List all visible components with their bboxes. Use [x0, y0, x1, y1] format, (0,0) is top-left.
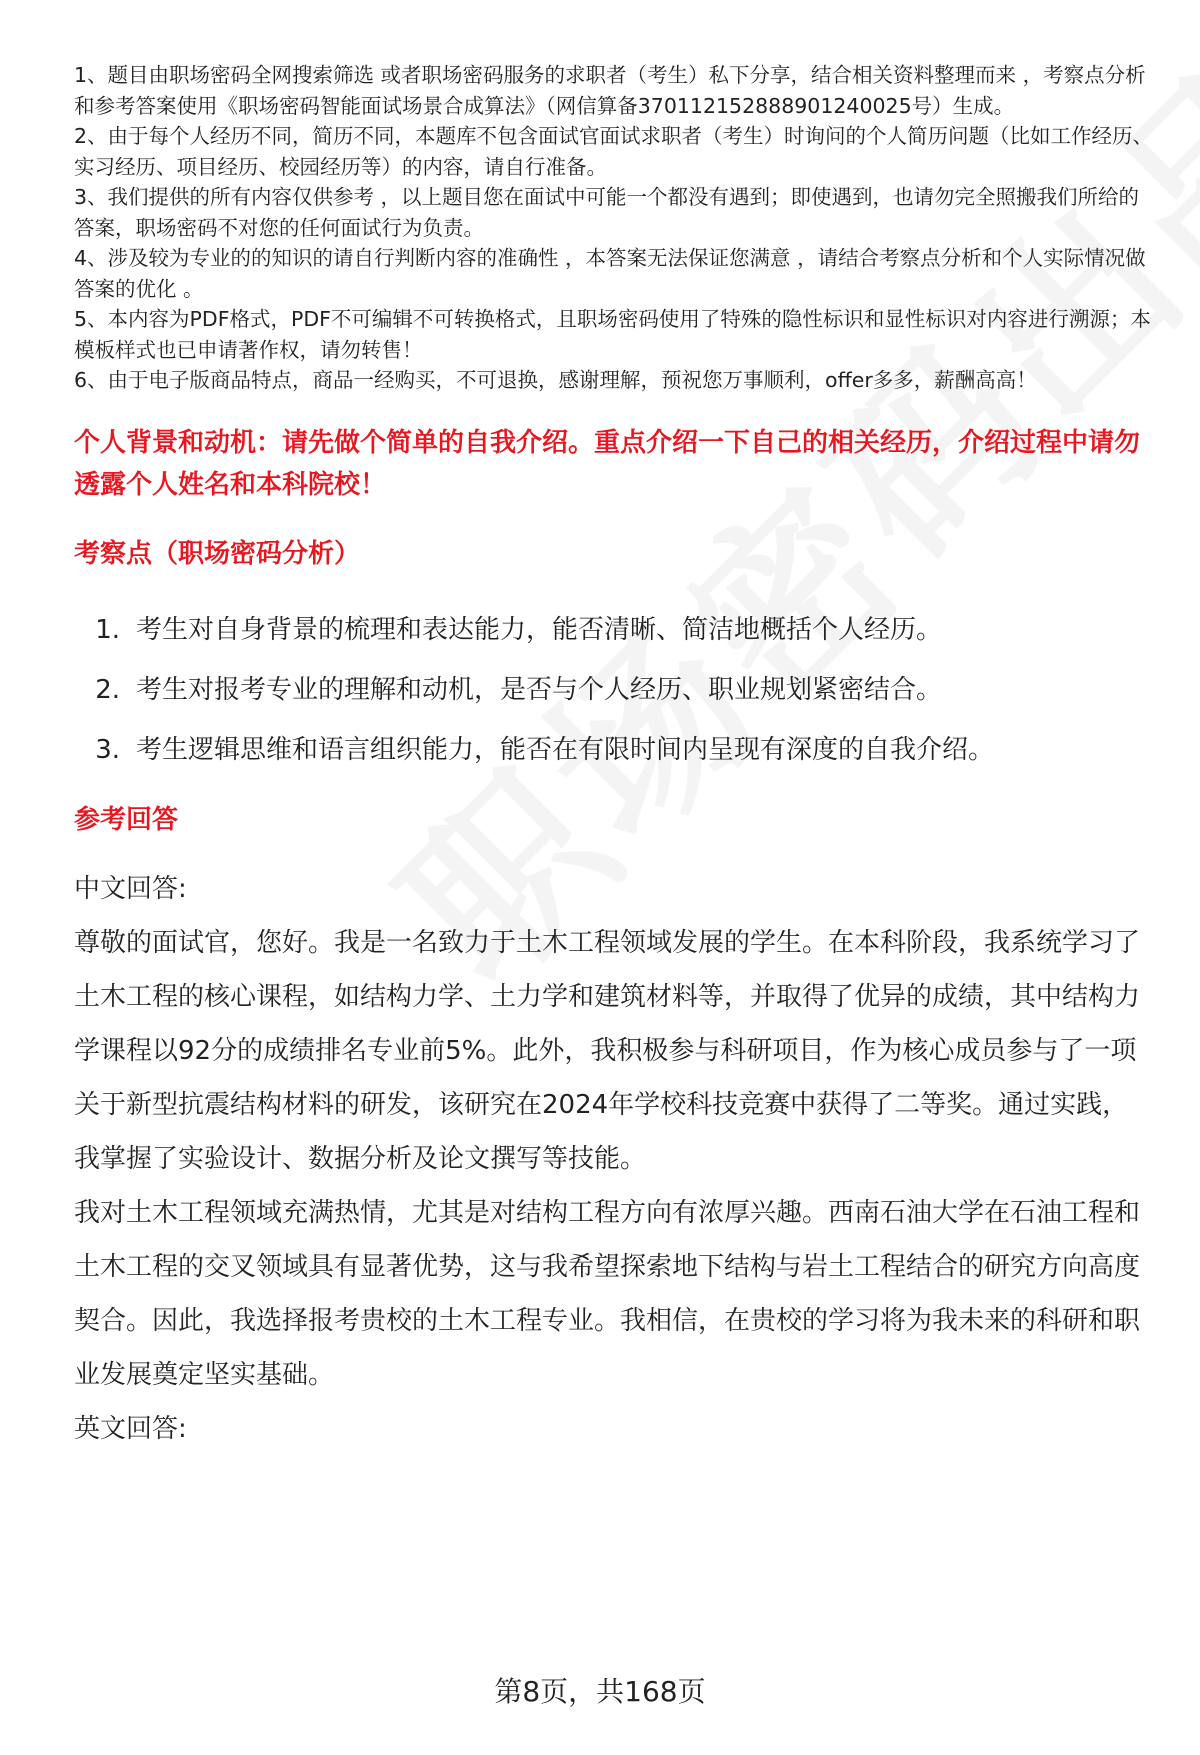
notice-list [74, 60, 1154, 396]
notice-item: 6、由于电子版商品特点，商品一经购买，不可退换，感谢理解，预祝您万事顺利，offer多多，薪酬高高！ [74, 368, 1037, 392]
key-point-item [74, 720, 1154, 780]
page-number-footer: 第8页，共168页 [494, 1675, 706, 1708]
key-point-text: 考生对报考专业的理解和动机，是否与个人经历、职业规划紧密结合。 [136, 674, 943, 705]
notice-item: 3、我们提供的所有内容仅供参考 ，以上题目您在面试中可能一个都没有遇到；即使遇到，也请勿完全照搬我们所给的答案，职场密码不对您的任何面试行为负责。 [74, 185, 1140, 240]
key-point-number: 1. [95, 614, 120, 645]
key-point-item [74, 660, 1154, 720]
key-point-text: 考生对自身背景的梳理和表达能力，能否清晰、简洁地概括个人经历。 [136, 614, 943, 645]
answer-paragraph: 尊敬的面试官，您好。我是一名致力于土木工程领域发展的学生。在本科阶段，我系统学习了土木工程的核心课程，如结构力学、土力学和建筑材料等，并取得了优异的成绩，其中结构力学课程以92分的成绩排名专业前5%。此外，我积极参与科研项目，作为核心成员参与了一项关于新型抗震结构材料的研发，该研究在2024年学校科技竞赛中获得了二等奖。通过实践，我掌握了实验设计、数据分析及论文撰写等技能。 [74, 927, 1141, 1174]
answer-heading: 参考回答 [74, 804, 179, 835]
english-answer-label: 英文回答: [74, 1413, 187, 1444]
key-point-item [74, 600, 1154, 660]
notice-item: 4、涉及较为专业的的知识的请自行判断内容的准确性 ，本答案无法保证您满意 ，请结合考察点分析和个人实际情况做答案的优化 。 [74, 246, 1146, 301]
key-point-text: 考生逻辑思维和语言组织能力，能否在有限时间内呈现有深度的自我介绍。 [136, 734, 995, 765]
answer-paragraph: 我对土木工程领域充满热情，尤其是对结构工程方向有浓厚兴趣。西南石油大学在石油工程和土木工程的交叉领域具有显著优势，这与我希望探索地下结构与岩土工程结合的研究方向高度契合。因此，我选择报考贵校的土木工程专业。我相信，在贵校的学习将为我未来的科研和职业发展奠定坚实基础。 [74, 1197, 1141, 1390]
answer-body [74, 862, 1154, 1456]
notice-item: 2、由于每个人经历不同，简历不同，本题库不包含面试官面试求职者（考生）时询问的个人简历问题（比如工作经历、实习经历、项目经历、校园经历等）的内容，请自行准备。 [74, 124, 1154, 179]
question-heading: 个人背景和动机：请先做个简单的自我介绍。重点介绍一下自己的相关经历，介绍过程中请勿透露个人姓名和本科院校！ [74, 427, 1141, 500]
key-points-list [74, 600, 1154, 780]
notice-item: 5、本内容为PDF格式，PDF不可编辑不可转换格式，且职场密码使用了特殊的隐性标识和显性标识对内容进行溯源；本模板样式也已申请著作权，请勿转售！ [74, 307, 1151, 362]
notice-item: 1、题目由职场密码全网搜索筛选 或者职场密码服务的求职者（考生）私下分享，结合相关资料整理而来 ，考察点分析和参考答案使用《职场密码智能面试场景合成算法》（网信算备370112152888901240025号）生成。 [74, 63, 1146, 118]
chinese-answer-label: 中文回答: [74, 873, 187, 904]
page-content [74, 60, 1154, 1456]
key-points-heading: 考察点（职场密码分析） [74, 538, 361, 569]
key-point-number: 3. [95, 734, 120, 765]
key-point-number: 2. [95, 674, 120, 705]
